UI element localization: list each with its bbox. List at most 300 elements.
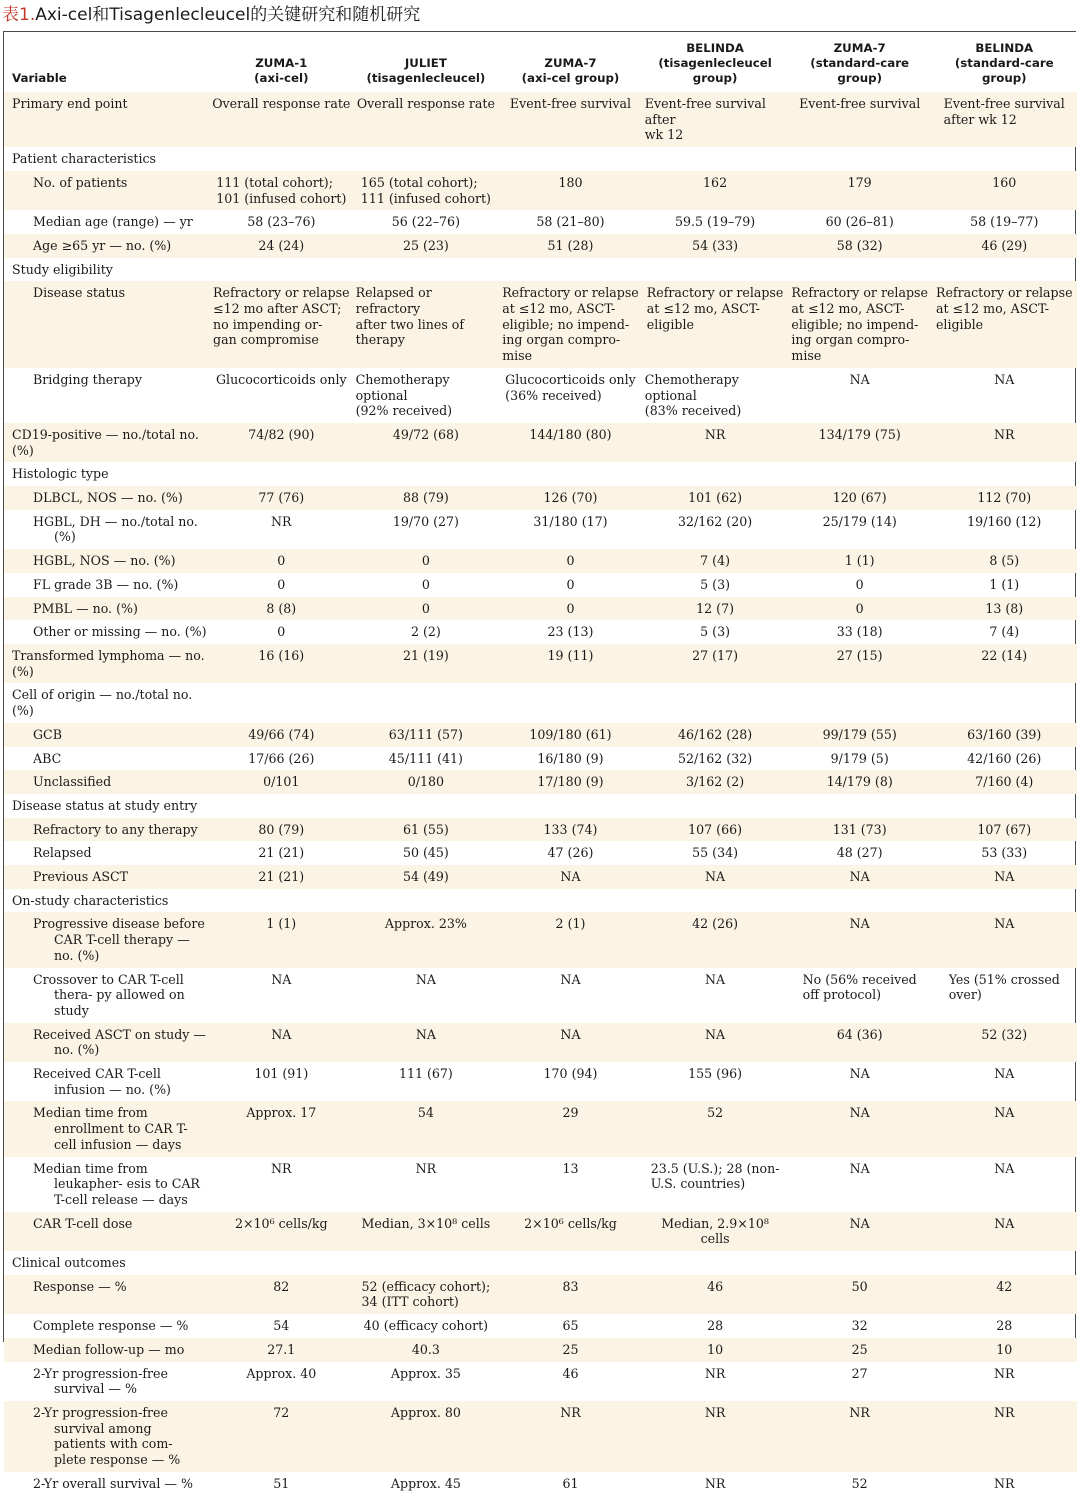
cell-value: 22 (14) bbox=[981, 647, 1028, 663]
cell-value: 13 (8) bbox=[985, 600, 1024, 616]
cell-value: Approx. 17 bbox=[246, 1105, 317, 1121]
cell-value: Chemotherapy optional (83% received) bbox=[644, 371, 742, 419]
table-cell bbox=[787, 723, 932, 747]
cell-value: 133 (74) bbox=[543, 821, 598, 837]
cell-value: 21 (21) bbox=[258, 869, 305, 885]
column-header bbox=[932, 32, 1077, 92]
table-row bbox=[4, 171, 1077, 210]
cell-value: 7 (4) bbox=[989, 624, 1020, 640]
table-cell bbox=[209, 644, 354, 683]
table-cell bbox=[932, 1275, 1077, 1314]
table-cell bbox=[643, 281, 788, 368]
table-cell bbox=[209, 1212, 354, 1251]
section-label: Primary end point bbox=[4, 92, 209, 147]
cell-value: 45/111 (41) bbox=[388, 750, 463, 766]
table-cell bbox=[354, 1314, 499, 1338]
table-cell bbox=[209, 794, 354, 818]
table-cell bbox=[354, 818, 499, 842]
table-cell bbox=[354, 1062, 499, 1101]
table-cell bbox=[643, 549, 788, 573]
table-cell bbox=[643, 747, 788, 771]
cell-value: 12 (7) bbox=[696, 600, 735, 616]
table-cell bbox=[787, 865, 932, 889]
table-cell bbox=[643, 865, 788, 889]
column-header-name: BELINDA bbox=[686, 41, 744, 55]
section-label: Disease status at study entry bbox=[12, 797, 198, 813]
cell-value: 1 (1) bbox=[989, 576, 1020, 592]
table-cell bbox=[354, 1023, 499, 1062]
cell-value: 72 bbox=[273, 1405, 290, 1420]
table-cell bbox=[354, 573, 499, 597]
table-row bbox=[4, 234, 1077, 258]
cell-value: 51 (28) bbox=[547, 237, 594, 253]
table-row bbox=[4, 1314, 1077, 1338]
table-cell bbox=[787, 258, 932, 282]
cell-value: 2×10⁶ cells/kg bbox=[234, 1215, 328, 1231]
table-cell bbox=[354, 462, 499, 486]
cell-value: 42 (26) bbox=[692, 916, 739, 932]
table-cell bbox=[498, 1472, 643, 1496]
table-cell bbox=[498, 770, 643, 794]
cell-value: 0/180 bbox=[407, 774, 445, 790]
table-cell bbox=[498, 818, 643, 842]
table-row bbox=[4, 92, 1077, 147]
cell-value: 48 (27) bbox=[836, 845, 883, 861]
row-label: Crossover to CAR T-cell thera- py allowed on study bbox=[33, 971, 185, 1018]
table-cell bbox=[498, 620, 643, 644]
cell-value: NR bbox=[994, 426, 1015, 442]
table-row bbox=[4, 1472, 1077, 1496]
table-cell bbox=[498, 368, 643, 423]
table-cell bbox=[354, 147, 499, 171]
table-cell bbox=[498, 865, 643, 889]
cell-value: 50 bbox=[851, 1278, 868, 1294]
table-cell bbox=[209, 462, 354, 486]
table-cell bbox=[354, 794, 499, 818]
cell-value: 25 bbox=[562, 1341, 579, 1357]
table-row bbox=[4, 1023, 1077, 1062]
cell-value: 2 (1) bbox=[555, 916, 586, 932]
table-cell bbox=[932, 723, 1077, 747]
cell-value: 5 (3) bbox=[700, 624, 730, 640]
table-cell bbox=[643, 1275, 788, 1314]
column-header-name: ZUMA-1 bbox=[255, 56, 308, 70]
cell-value: 46/162 (28) bbox=[677, 726, 753, 742]
cell-value: 1 (1) bbox=[266, 916, 297, 932]
table-cell bbox=[932, 573, 1077, 597]
cell-value: 160 bbox=[992, 174, 1017, 190]
cell-value: NA bbox=[560, 1026, 581, 1042]
table-cell bbox=[209, 723, 354, 747]
table-cell bbox=[209, 1338, 354, 1362]
cell-value: No (56% received off protocol) bbox=[802, 971, 917, 1003]
row-label: FL grade 3B — no. (%) bbox=[33, 576, 179, 592]
table-cell bbox=[932, 747, 1077, 771]
section-label: Cell of origin — no./total no. (%) bbox=[12, 687, 193, 719]
table-cell bbox=[209, 865, 354, 889]
cell-value: NA bbox=[849, 869, 870, 885]
table-row bbox=[4, 573, 1077, 597]
cell-value: 180 bbox=[558, 174, 583, 190]
row-label: 2-Yr progression-free survival among patients with com- plete response — % bbox=[4, 1401, 209, 1472]
table-cell bbox=[643, 683, 788, 722]
cell-value: 8 (8) bbox=[266, 600, 297, 616]
cell-value: 99/179 (55) bbox=[822, 726, 897, 742]
cell-value: NR bbox=[704, 1405, 726, 1420]
table-cell bbox=[787, 1472, 932, 1496]
cell-value: 111 (67) bbox=[398, 1066, 453, 1082]
cell-value: 0 bbox=[277, 624, 286, 640]
cell-value: 120 (67) bbox=[832, 490, 887, 506]
cell-value: NA bbox=[849, 1105, 870, 1121]
cell-value: Approx. 45 bbox=[390, 1475, 461, 1491]
table-cell bbox=[354, 597, 499, 621]
cell-value: 65 bbox=[562, 1318, 579, 1334]
table-cell bbox=[932, 683, 1077, 722]
column-header bbox=[787, 32, 932, 92]
table-cell bbox=[932, 597, 1077, 621]
row-label: Age ≥65 yr — no. (%) bbox=[4, 234, 209, 258]
cell-value: NA bbox=[415, 1026, 436, 1042]
cell-value: 17/180 (9) bbox=[537, 774, 604, 790]
cell-value: 56 (22–76) bbox=[391, 214, 460, 230]
table-cell bbox=[643, 462, 788, 486]
table-cell bbox=[932, 1314, 1077, 1338]
cell-value: NA bbox=[705, 869, 726, 885]
table-cell bbox=[354, 234, 499, 258]
table-cell bbox=[932, 147, 1077, 171]
table-cell bbox=[354, 1275, 499, 1314]
cell-value: NR bbox=[994, 1365, 1015, 1381]
cell-value: 52 (32) bbox=[981, 1026, 1028, 1042]
cell-value: 27 (17) bbox=[692, 647, 739, 663]
table-cell bbox=[787, 486, 932, 510]
table-cell bbox=[787, 1212, 932, 1251]
table-cell bbox=[209, 889, 354, 913]
cell-value: Event-free survival after wk 12 bbox=[644, 96, 766, 143]
table-cell bbox=[643, 770, 788, 794]
table-cell bbox=[209, 258, 354, 282]
table-row bbox=[4, 644, 1077, 683]
table-cell bbox=[643, 486, 788, 510]
cell-value: Glucocorticoids only (36% received) bbox=[505, 371, 636, 403]
table-row bbox=[4, 818, 1077, 842]
cell-value: 61 bbox=[562, 1475, 579, 1491]
table-cell bbox=[932, 368, 1077, 423]
cell-value: NR bbox=[415, 1160, 437, 1176]
cell-value: 23.5 (U.S.); 28 (non- U.S. countries) bbox=[650, 1160, 780, 1192]
cell-value: NR bbox=[704, 426, 726, 442]
column-header-subtitle: (tisagenlecleucel group) bbox=[658, 56, 772, 85]
column-header-subtitle: (standard-care group) bbox=[954, 56, 1054, 85]
table-cell bbox=[354, 723, 499, 747]
table-cell bbox=[354, 1362, 499, 1401]
cell-value: Relapsed or refractory after two lines of therapy bbox=[355, 285, 465, 348]
table-cell bbox=[787, 147, 932, 171]
table-cell bbox=[209, 620, 354, 644]
table-cell bbox=[643, 573, 788, 597]
cell-value: 0 bbox=[421, 600, 430, 616]
table-cell bbox=[787, 1251, 932, 1275]
table-cell bbox=[787, 818, 932, 842]
cell-value: 0 bbox=[566, 576, 575, 592]
column-header-variable bbox=[4, 32, 209, 92]
cell-value: 0 bbox=[277, 576, 286, 592]
table-cell bbox=[787, 1157, 932, 1212]
table-cell bbox=[209, 683, 354, 722]
cell-value: 80 (79) bbox=[258, 821, 305, 837]
cell-value: Median, 3×10⁸ cells bbox=[361, 1215, 491, 1231]
row-label: Median age (range) — yr bbox=[33, 214, 193, 230]
row-label: 2-Yr progression-free survival — % bbox=[33, 1365, 168, 1397]
column-header-subtitle: (axi-cel group) bbox=[521, 71, 620, 85]
table-cell bbox=[787, 683, 932, 722]
table-cell bbox=[932, 486, 1077, 510]
row-label: GCB bbox=[4, 723, 209, 747]
cell-value: NA bbox=[849, 1160, 870, 1176]
table-caption-text: Axi-cel和Tisagenlecleucel的关键研究和随机研究 bbox=[35, 5, 421, 25]
cell-value: 49/66 (74) bbox=[248, 726, 315, 742]
cell-value: 42 bbox=[996, 1278, 1013, 1294]
table-cell bbox=[643, 794, 788, 818]
table-cell bbox=[498, 573, 643, 597]
table-row bbox=[4, 1062, 1077, 1101]
cell-value: 25/179 (14) bbox=[822, 513, 897, 529]
cell-value: 23 (13) bbox=[547, 624, 594, 640]
table-cell bbox=[498, 1023, 643, 1062]
cell-value: 31/180 (17) bbox=[533, 513, 608, 529]
cell-value: 0 bbox=[277, 553, 286, 569]
table-row bbox=[4, 1338, 1077, 1362]
table-cell bbox=[498, 1212, 643, 1251]
table-cell bbox=[354, 1251, 499, 1275]
table-cell bbox=[354, 1338, 499, 1362]
cell-value: 46 bbox=[562, 1365, 579, 1381]
table-cell bbox=[643, 1362, 788, 1401]
table-cell bbox=[787, 423, 932, 462]
table-cell bbox=[209, 92, 354, 147]
table-cell bbox=[354, 912, 499, 967]
table-cell bbox=[209, 573, 354, 597]
table-cell bbox=[787, 573, 932, 597]
table-row bbox=[4, 549, 1077, 573]
table-cell bbox=[643, 1472, 788, 1496]
cell-value: 42/160 (26) bbox=[967, 750, 1042, 766]
table-cell bbox=[354, 1157, 499, 1212]
cell-value: Median, 2.9×10⁸ cells bbox=[661, 1215, 769, 1247]
table-cell bbox=[354, 747, 499, 771]
table-cell bbox=[643, 1023, 788, 1062]
table-cell bbox=[354, 968, 499, 1023]
table-cell bbox=[787, 281, 932, 368]
table-cell bbox=[498, 723, 643, 747]
cell-value: 52 bbox=[707, 1105, 724, 1121]
section-label: CD19-positive — no./total no. (%) bbox=[4, 423, 209, 462]
table-cell bbox=[787, 234, 932, 258]
table-cell bbox=[932, 510, 1077, 549]
section-row bbox=[4, 889, 1077, 913]
column-header-subtitle: (axi-cel) bbox=[254, 71, 309, 85]
cell-value: 58 (23–76) bbox=[247, 214, 316, 230]
row-label: No. of patients bbox=[4, 171, 209, 210]
column-header-subtitle: (standard-care group) bbox=[810, 56, 910, 85]
table-row bbox=[4, 747, 1077, 771]
table-cell bbox=[354, 770, 499, 794]
cell-value: 28 bbox=[996, 1318, 1013, 1334]
cell-value: 3/162 (2) bbox=[686, 774, 745, 790]
row-label: PMBL — no. (%) bbox=[4, 597, 209, 621]
cell-value: 52 (efficacy cohort); 34 (ITT cohort) bbox=[361, 1278, 491, 1310]
table-cell bbox=[643, 912, 788, 967]
cell-value: 109/180 (61) bbox=[529, 726, 612, 742]
table-cell bbox=[787, 968, 932, 1023]
cell-value: 107 (67) bbox=[977, 821, 1032, 837]
table-row bbox=[4, 1275, 1077, 1314]
table-cell bbox=[354, 1472, 499, 1496]
row-label: Median time from enrollment to CAR T-cell infusion — days bbox=[4, 1101, 209, 1156]
table-cell bbox=[209, 368, 354, 423]
cell-value: Event-free survival bbox=[509, 96, 632, 111]
cell-value: 10 bbox=[707, 1341, 724, 1357]
cell-value: Overall response rate bbox=[356, 96, 495, 111]
cell-value: 61 (55) bbox=[402, 821, 449, 837]
cell-value: 52 bbox=[851, 1475, 868, 1491]
table-cell bbox=[498, 147, 643, 171]
table-cell bbox=[932, 1401, 1077, 1472]
cell-value: Chemotherapy optional (92% received) bbox=[355, 371, 453, 419]
cell-value: 19 (11) bbox=[547, 647, 594, 663]
table-cell bbox=[498, 462, 643, 486]
cell-value: NA bbox=[271, 1026, 292, 1042]
cell-value: Approx. 40 bbox=[246, 1365, 317, 1381]
section-row bbox=[4, 683, 1077, 722]
cell-value: 29 bbox=[562, 1105, 579, 1121]
cell-value: Approx. 23% bbox=[384, 916, 467, 932]
cell-value: 0 bbox=[566, 553, 575, 569]
table-cell bbox=[643, 1338, 788, 1362]
cell-value: 24 (24) bbox=[258, 237, 305, 253]
table-cell bbox=[354, 1101, 499, 1156]
table-cell bbox=[932, 92, 1077, 147]
cell-value: Refractory or relapse ≤12 mo after ASCT; no impending or- gan compromise bbox=[213, 285, 350, 348]
table-cell bbox=[498, 92, 643, 147]
table-cell bbox=[498, 1338, 643, 1362]
cell-value: NA bbox=[994, 1105, 1015, 1121]
cell-value: Refractory or relapse at ≤12 mo, ASCT- eligible bbox=[935, 285, 1073, 332]
table-cell bbox=[643, 968, 788, 1023]
table-cell bbox=[498, 912, 643, 967]
table-cell bbox=[932, 210, 1077, 234]
table-row bbox=[4, 486, 1077, 510]
table-cell bbox=[787, 462, 932, 486]
row-label: HGBL, NOS — no. (%) bbox=[4, 549, 209, 573]
cell-value: Refractory or relapse at ≤12 mo, ASCT- eligible bbox=[646, 285, 784, 332]
cell-value: 2×10⁶ cells/kg bbox=[524, 1215, 617, 1231]
cell-value: 25 (23) bbox=[402, 237, 449, 253]
cell-value: 162 bbox=[703, 174, 728, 190]
table-header-row bbox=[4, 32, 1077, 92]
cell-value: Overall response rate bbox=[212, 96, 351, 111]
table-cell bbox=[643, 1314, 788, 1338]
table-cell bbox=[643, 723, 788, 747]
cell-value: 16 (16) bbox=[258, 647, 305, 663]
cell-value: 0/101 bbox=[263, 774, 300, 790]
cell-value: 112 (70) bbox=[977, 490, 1032, 506]
cell-value: 40 (efficacy cohort) bbox=[363, 1318, 489, 1334]
table-cell bbox=[787, 597, 932, 621]
cell-value: 49/72 (68) bbox=[392, 426, 459, 442]
table-cell bbox=[498, 258, 643, 282]
table-cell bbox=[643, 597, 788, 621]
table-cell bbox=[787, 1023, 932, 1062]
table-row bbox=[4, 620, 1077, 644]
cell-value: NR bbox=[271, 1160, 292, 1176]
table-cell bbox=[498, 423, 643, 462]
table-cell bbox=[354, 889, 499, 913]
cell-value: NA bbox=[849, 371, 870, 387]
table-row bbox=[4, 368, 1077, 423]
column-header-name: BELINDA bbox=[975, 41, 1034, 55]
table-cell bbox=[354, 210, 499, 234]
section-label: Study eligibility bbox=[12, 261, 113, 277]
table-cell bbox=[643, 1062, 788, 1101]
table-cell bbox=[209, 1023, 354, 1062]
table-cell bbox=[498, 1251, 643, 1275]
cell-value: NA bbox=[415, 971, 436, 987]
table-cell bbox=[209, 549, 354, 573]
cell-value: 53 (33) bbox=[981, 845, 1028, 861]
table-cell bbox=[932, 1472, 1077, 1496]
table-cell bbox=[643, 620, 788, 644]
table-cell bbox=[209, 1251, 354, 1275]
table-cell bbox=[643, 258, 788, 282]
table-cell bbox=[932, 841, 1077, 865]
column-header bbox=[498, 32, 643, 92]
cell-value: NR bbox=[994, 1405, 1015, 1420]
cell-value: 9/179 (5) bbox=[830, 750, 889, 766]
table-cell bbox=[209, 510, 354, 549]
table-cell bbox=[787, 549, 932, 573]
table-cell bbox=[787, 210, 932, 234]
table-cell bbox=[209, 423, 354, 462]
cell-value: 51 bbox=[273, 1475, 290, 1491]
table-cell bbox=[932, 462, 1077, 486]
cell-value: NA bbox=[560, 971, 581, 987]
table-cell bbox=[932, 1157, 1077, 1212]
table-cell bbox=[498, 644, 643, 683]
row-label: Progressive disease before CAR T-cell therapy — no. (%) bbox=[4, 912, 209, 967]
table-cell bbox=[354, 865, 499, 889]
cell-value: NA bbox=[994, 1066, 1015, 1082]
table-cell bbox=[498, 1062, 643, 1101]
column-header-subtitle: (tisagenlecleucel) bbox=[366, 71, 486, 85]
cell-value: 0 bbox=[855, 576, 864, 592]
table-cell bbox=[787, 1062, 932, 1101]
table-cell bbox=[787, 1314, 932, 1338]
row-label: Complete response — % bbox=[33, 1318, 189, 1334]
table-cell bbox=[787, 1275, 932, 1314]
table-caption-number: 表1. bbox=[2, 5, 36, 25]
table-cell bbox=[498, 281, 643, 368]
cell-value: 101 (91) bbox=[254, 1066, 309, 1082]
cell-value: NA bbox=[705, 1026, 726, 1042]
table-cell bbox=[209, 210, 354, 234]
table-cell bbox=[643, 92, 788, 147]
row-label: DLBCL, NOS — no. (%) bbox=[4, 486, 209, 510]
cell-value: Refractory or relapse at ≤12 mo, ASCT- eligible; no impend- ing organ compro- mise bbox=[791, 285, 928, 364]
table-cell bbox=[354, 258, 499, 282]
table-cell bbox=[787, 510, 932, 549]
